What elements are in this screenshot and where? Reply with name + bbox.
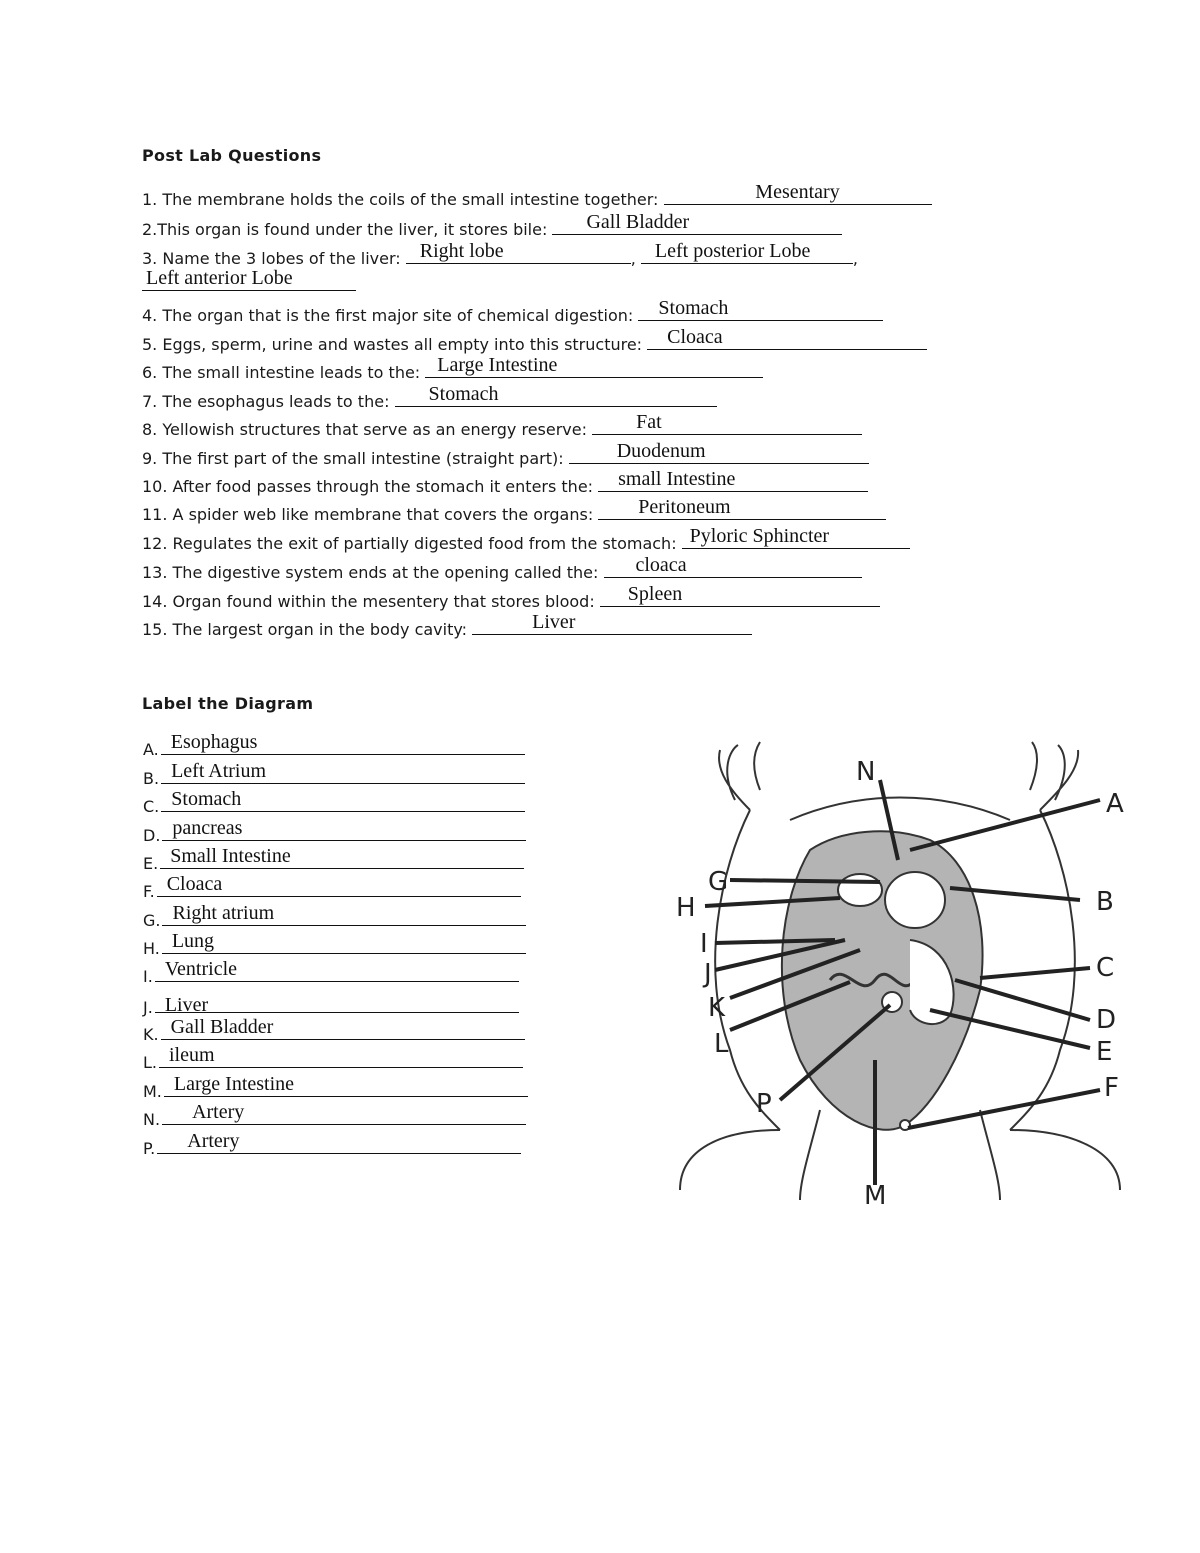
answer-field[interactable] <box>600 583 880 607</box>
question-5 <box>142 326 927 355</box>
answer-text: Duodenum <box>616 440 706 462</box>
label-answer: Liver <box>164 994 209 1016</box>
diagram-letter-i: I <box>700 929 708 959</box>
label-answer-field[interactable] <box>157 873 521 897</box>
answer-text-3: Left anterior Lobe <box>146 267 293 289</box>
answer-field[interactable] <box>664 181 932 205</box>
label-letter: F. <box>143 882 155 901</box>
answer-field[interactable] <box>598 496 886 520</box>
question-2 <box>142 211 842 240</box>
label-row-j <box>143 992 519 1018</box>
diagram-letter-h: H <box>676 893 696 923</box>
label-answer: Artery <box>187 1130 240 1152</box>
question-prompt: 12. Regulates the exit of partially digested food from the stomach: <box>142 534 682 553</box>
diagram-letter-c: C <box>1096 953 1115 983</box>
label-letter: B. <box>143 769 160 788</box>
diagram-letter-l: L <box>714 1029 729 1059</box>
label-letter: I. <box>143 967 153 986</box>
question-prompt: 3. Name the 3 lobes of the liver: <box>142 249 406 268</box>
diagram-letter-g: G <box>708 867 729 897</box>
separator-comma: , <box>852 249 858 268</box>
label-letter: C. <box>143 797 160 816</box>
diagram-letter-f: F <box>1104 1073 1119 1103</box>
question-prompt: 1. The membrane holds the coils of the small intestine together: <box>142 190 664 209</box>
question-1 <box>142 181 932 210</box>
label-answer: Ventricle <box>164 958 237 980</box>
question-prompt: 10. After food passes through the stomach it enters the: <box>142 477 599 496</box>
answer-text: small Intestine <box>618 468 736 490</box>
label-row-g <box>143 902 526 931</box>
label-answer: Large Intestine <box>173 1073 295 1095</box>
question-9 <box>142 440 869 469</box>
diagram-letter-d: D <box>1096 1005 1117 1035</box>
answer-field[interactable] <box>598 468 868 492</box>
label-row-p <box>143 1130 521 1159</box>
answer-field-3[interactable] <box>142 267 356 291</box>
label-answer-field[interactable] <box>160 845 524 869</box>
label-row-h <box>143 930 526 959</box>
label-answer-field[interactable] <box>161 731 525 755</box>
answer-text: Stomach <box>658 297 729 319</box>
diagram-letter-j: J <box>704 959 712 989</box>
question-3 <box>142 240 858 269</box>
label-answer-field[interactable] <box>155 958 519 982</box>
answer-field[interactable] <box>647 326 927 350</box>
answer-field[interactable] <box>682 525 910 549</box>
diagram-heading: Label the Diagram <box>142 694 314 713</box>
question-4 <box>142 297 883 326</box>
answer-field[interactable] <box>406 240 631 264</box>
answer-text: cloaca <box>635 554 687 576</box>
label-answer-field[interactable] <box>161 788 525 812</box>
label-letter: E. <box>143 854 159 873</box>
label-answer: Left Atrium <box>171 760 267 782</box>
label-row-c <box>143 788 525 817</box>
questions-heading: Post Lab Questions <box>142 146 322 165</box>
label-letter: N. <box>143 1110 161 1129</box>
label-row-k <box>143 1016 525 1045</box>
question-prompt: 11. A spider web like membrane that covers the organs: <box>142 505 599 524</box>
question-10 <box>142 468 868 497</box>
answer-text: Cloaca <box>667 326 723 348</box>
label-letter: D. <box>143 826 161 845</box>
label-row-n <box>143 1101 526 1130</box>
label-answer: Stomach <box>171 788 242 810</box>
label-answer: pancreas <box>172 817 243 839</box>
label-row-i <box>143 958 519 987</box>
label-answer-field[interactable] <box>159 1044 523 1068</box>
answer-text: Stomach <box>428 383 499 405</box>
answer-text: Mesentary <box>755 181 840 203</box>
label-letter: K. <box>143 1025 159 1044</box>
answer-field[interactable] <box>569 440 869 464</box>
diagram-letter-b: B <box>1096 887 1114 917</box>
answer-field[interactable] <box>425 354 763 378</box>
answer-field[interactable] <box>604 554 862 578</box>
answer-field[interactable] <box>472 611 752 635</box>
question-3-extra-line <box>142 267 356 296</box>
diagram-letter-p: P <box>756 1089 772 1119</box>
diagram-letter-k: K <box>708 993 726 1023</box>
label-answer-field[interactable] <box>162 1101 526 1125</box>
label-answer: Right atrium <box>172 902 275 924</box>
label-row-m <box>143 1073 528 1102</box>
label-row-e <box>143 845 524 874</box>
question-prompt: 9. The first part of the small intestine (straight part): <box>142 449 569 468</box>
answer-field[interactable] <box>395 383 717 407</box>
diagram-letter-n: N <box>856 757 876 787</box>
diagram-letter-m: M <box>864 1181 887 1210</box>
question-prompt: 15. The largest organ in the body cavity: <box>142 620 473 639</box>
lung-shape <box>838 874 882 906</box>
label-answer-field[interactable] <box>161 1016 525 1040</box>
answer-text: Liver <box>532 611 576 633</box>
label-row-b <box>143 760 525 789</box>
answer-text: Pyloric Sphincter <box>689 525 830 547</box>
question-13 <box>142 554 862 583</box>
question-prompt: 7. The esophagus leads to the: <box>142 392 395 411</box>
question-prompt: 8. Yellowish structures that serve as an energy reserve: <box>142 420 593 439</box>
answer-text: Peritoneum <box>638 496 731 518</box>
label-row-f <box>143 873 521 902</box>
diagram-letter-a: A <box>1106 789 1124 819</box>
label-answer-field[interactable] <box>162 902 526 926</box>
label-answer-field[interactable] <box>164 1073 528 1097</box>
answer-text: Spleen <box>627 583 683 605</box>
label-letter: H. <box>143 939 160 958</box>
label-answer: Gall Bladder <box>170 1016 274 1038</box>
question-prompt: 5. Eggs, sperm, urine and wastes all empty into this structure: <box>142 335 648 354</box>
heart-shape <box>885 872 945 928</box>
label-answer-field[interactable] <box>162 817 526 841</box>
label-letter: M. <box>143 1082 162 1101</box>
question-11 <box>142 496 886 525</box>
answer-text: Right lobe <box>419 240 504 262</box>
question-6 <box>142 354 763 383</box>
answer-field[interactable] <box>552 211 842 235</box>
label-answer: Artery <box>192 1101 245 1123</box>
answer-text: Large Intestine <box>437 354 558 376</box>
label-answer: Small Intestine <box>170 845 291 867</box>
label-letter: L. <box>143 1053 157 1072</box>
answer-text-2: Left posterior Lobe <box>654 240 811 262</box>
answer-text: Gall Bladder <box>586 211 690 233</box>
label-answer-field[interactable] <box>157 1130 521 1154</box>
question-14 <box>142 583 880 612</box>
question-12 <box>142 525 910 554</box>
question-15 <box>142 611 752 640</box>
label-answer-field[interactable] <box>161 760 525 784</box>
question-prompt: 6. The small intestine leads to the: <box>142 363 426 382</box>
label-answer-field[interactable] <box>162 930 526 954</box>
label-row-a <box>143 731 525 760</box>
label-answer-field[interactable] <box>155 992 519 1016</box>
question-prompt: 13. The digestive system ends at the opening called the: <box>142 563 604 582</box>
label-answer: Lung <box>171 930 215 952</box>
question-prompt: 14. Organ found within the mesentery that stores blood: <box>142 592 600 611</box>
diagram-letter-e: E <box>1096 1037 1113 1067</box>
separator-comma: , <box>630 249 641 268</box>
label-letter: P. <box>143 1139 156 1158</box>
label-answer: ileum <box>169 1044 215 1066</box>
answer-field[interactable] <box>592 411 862 435</box>
label-letter: J. <box>143 998 153 1017</box>
frog-anatomy-diagram <box>660 730 1140 1210</box>
label-answer: Esophagus <box>170 731 258 753</box>
question-7 <box>142 383 717 412</box>
question-prompt: 2.This organ is found under the liver, it stores bile: <box>142 220 553 239</box>
answer-field-2[interactable] <box>641 240 853 264</box>
answer-text: Fat <box>636 411 662 433</box>
answer-field[interactable] <box>638 297 883 321</box>
label-answer: Cloaca <box>166 873 223 895</box>
label-letter: G. <box>143 911 161 930</box>
label-row-d <box>143 817 526 846</box>
label-row-l <box>143 1044 523 1073</box>
question-8 <box>142 411 862 440</box>
question-prompt: 4. The organ that is the first major site of chemical digestion: <box>142 306 639 325</box>
label-letter: A. <box>143 740 159 759</box>
